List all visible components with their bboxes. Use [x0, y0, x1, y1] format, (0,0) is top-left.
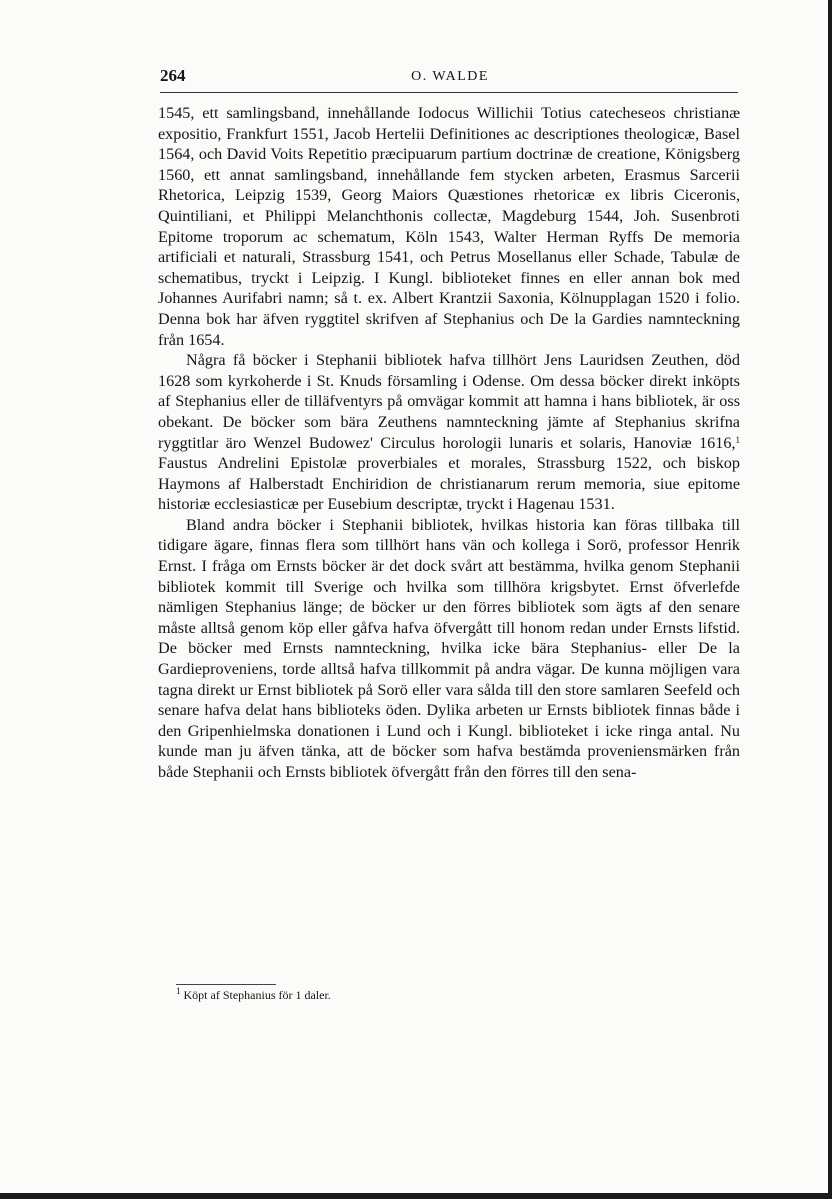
running-head: O. WALDE — [411, 69, 489, 84]
paragraph-1: 1545, ett samlingsband, innehållande Iodocus Willichii Totius catecheseos christianæ expositio, Frankfurt 1551, Jacob Hertelii Definitiones ac descriptiones theologicæ, Basel 1564, och David Voits Repetitio præcipuarum partium doctrinæ de creatione, Königsberg 1560, ett annat samlingsband, innehållande fem stycken arbeten, Erasmus Sarcerii Rhetorica, Leipzig 1539, Georg Maiors Quæstiones rhetoricæ ex libris Ciceronis, Quintiliani, et Philippi Melanchthonis collectæ, Magdeburg 1544, Joh. Susenbroti Epitome troporum ac schematum, Köln 1543, Walter Herman Ryffs De memoria artificiali et naturali, Strassburg 1541, och Petrus Mosellanus eller Schade, Tabulæ de schematibus, tryckt i Leipzig. I Kungl. biblioteket finnes en eller annan bok med Johannes Aurifabri namn; så t. ex. Albert Krantzii Saxonia, Kölnupplagan 1520 i folio. Denna bok har äfven ryggtitel skrifven af Stephanius och De la Gardies namnteckning från 1654. — [158, 104, 740, 349]
footnote-text: Köpt af Stephanius för 1 daler. — [183, 988, 331, 1002]
paragraph-2-part-2: Faustus Andrelini Epistolæ proverbiales et morales, Strassburg 1522, och biskop Haymons af Halberstadt Enchiridion de christianarum rerum memoria, siue epitome historiæ ecclesiasticæ per Eusebium descriptæ, tryckt i Hagenau 1531. — [158, 454, 740, 514]
footnote-mark: 1 — [176, 986, 181, 996]
page-number: 264 — [160, 66, 186, 85]
footnote-reference: 1 — [735, 434, 740, 445]
page-header — [160, 66, 740, 90]
paragraph-2 — [158, 350, 740, 515]
body-text — [158, 103, 740, 783]
paragraph-3: Bland andra böcker i Stephanii bibliotek, hvilkas historia kan föras tillbaka till tidigare ägare, finnas flera som tillhört hans vän och kollega i Sorö, professor Henrik Ernst. I fråga om Ernsts böcker är det dock svårt att bestämma, hvilka genom Stephanii bibliotek kommit till Sverige och hvilka som tillhöra krigsbytet. Ernst öfverlefde nämligen Stephanius länge; de böcker ur den förres bibliotek som ägts af den senare måste alltså genom köp eller gåfva hafva öfvergått till honom redan under Ernsts lifstid. De böcker med Ernsts namnteckning, hvilka icke bära Stephanius- eller De la Gardieproveniens, torde alltså hafva tillkommit på andra vägar. De kunna möjligen vara tagna direkt ur Ernst bibliotek på Sorö eller vara sålda till den store samlaren Seefeld och senare hafva delat hans biblioteks öden. Dylika arbeten ur Ernsts bibliotek finnas både i den Gripenhielmska donationen i Lund och i Kungl. biblioteket i icke ringa antal. Nu kunde man ju äfven tänka, att de böcker som hafva bestämda proveniensmärken från både Stephanii och Ernsts bibliotek öfvergått från den förres till den sena- — [158, 515, 740, 781]
paragraph-2-part-1: Några få böcker i Stephanii bibliotek hafva tillhört Jens Lauridsen Zeuthen, död 1628 som kyrkoherde i St. Knuds församling i Odense. Om dessa böcker direkt inköpts af Stephanius eller de tilläfventyrs på omvägar kommit att hamna i hans bibliotek, är oss obekant. De böcker som bära Zeuthens namnteckning jämte af Stephanius skrifna ryggtitlar äro Wenzel Budowez' Circulus horologii lunaris et solaris, Hanoviæ 1616, — [158, 351, 740, 452]
header-rule — [160, 92, 738, 93]
scan-edge-right — [828, 0, 832, 1199]
footnote — [176, 988, 331, 1003]
scan-edge-bottom — [0, 1193, 832, 1199]
footnote-rule — [176, 984, 276, 985]
